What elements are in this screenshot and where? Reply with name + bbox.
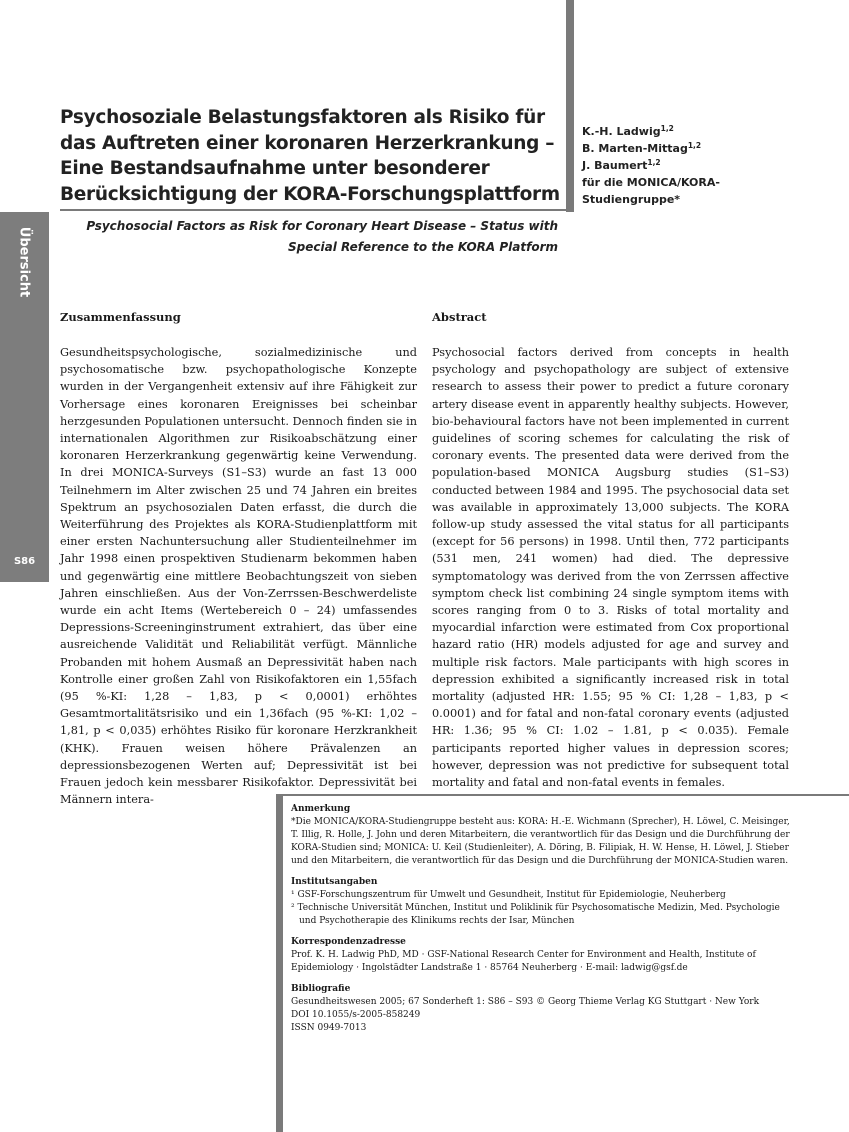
abstract-text: Psychosocial factors derived from concepts in health psychology and psychopathology are subject of extensive research to assess their power to predict a future coronary artery disease event in apparently healthy subjects. However, bio-behavioural factors have not been implemented in current guidelines of scoring schemes for calculating the risk of coronary events. The presented data were derived from the population-based MONICA Augsburg studies (S1–S3) conducted between 1984 and 1995. The psychosocial data set was available in approximately 13,000 subjects. The KORA follow-up study assessed the vital status for all participants (except for 56 persons) in 1998. Until then, 772 participants (531 men, 241 women) had died. The depressive symptomatology was derived from the von Zerrssen affective symptom check list combining 24 single symptom items with scores ranging from 0 to 3. Risks of total mortality and myocardial infarction were estimated from Cox proportional hazard ratio (HR) models adjusted for age and survey and multiple risk factors. Male participants with high scores in depression exhibited a significantly increased risk in total mortality (adjusted HR: 1.55; 95 % CI: 1,28 – 1,83, p < 0.0001) and for fatal and non-fatal coronary events (adjusted HR: 1.36; 95 % CI: 1.02 – 1.81, p < 0.035). Female participants reported higher values in depression scores; however, depression was not predictive for subsequent total mortality and fatal and non-fatal events in females. — [432, 346, 789, 790]
author-block — [582, 123, 837, 208]
study-group: für die MONICA/KORA-Studiengruppe* — [582, 176, 720, 206]
article-title: Psychosoziale Belastungsfaktoren als Risiko für das Auftreten einer koronaren Herzerkrankung – Eine Bestandsaufnahme unter besonderer Berücksichtigung der KORA-Forschungsplattform — [60, 107, 560, 205]
correspondence-heading: Korrespondenzadresse — [291, 937, 406, 947]
bibliography-heading: Bibliografie — [291, 984, 351, 994]
bibliography-line: ISSN 0949-7013 — [291, 1023, 367, 1033]
article-info-box — [276, 794, 849, 1132]
section-label: Übersicht — [16, 226, 32, 298]
institute-section — [291, 876, 791, 928]
header-horizontal-rule — [60, 209, 574, 211]
info-box-content — [291, 803, 791, 1043]
author-name: K.-H. Ladwig — [582, 125, 661, 138]
header-vertical-rule — [566, 0, 574, 212]
page-number: S86 — [13, 556, 36, 567]
anmerkung-text: *Die MONICA/KORA-Studiengruppe besteht aus: KORA: H.-E. Wichmann (Sprecher), H. Löwel, C. Meisinger, T. Illig, R. Holle, J. John und deren Mitarbeitern, die verantwortlich für das Design und die Durchführung der KORA-Studien sind; MONICA: U. Keil (Studienleiter), A. Döring, B. Filipiak, H. W. Hense, H. Löwel, J. Stieber und den Mitarbeitern, die verantwortlich für das Design und die Durchführung der MONICA-Studien waren. — [291, 817, 790, 866]
author-name: B. Marten-Mittag — [582, 142, 688, 155]
author-affiliation: 1,2 — [687, 141, 702, 150]
section-label-wrapper — [0, 212, 49, 312]
institute-item: ² Technische Universität München, Institut und Poliklinik für Psychosomatische Medizin, Med. Psychologie und Psychotherapie des Klinikums rechts der Isar, München — [291, 903, 780, 926]
zusammenfassung-text: Gesundheitspsychologische, sozialmedizinische und psychosomatische bzw. psychopathologische Konzepte wurden in der Vergangenheit extensiv auf ihre Fähigkeit zur Vorhersage eines koronaren Ereignisses bei scheinbar herzgesunden Populationen untersucht. Dennoch finden sie in internationalen Algorithmen zur Risikoabschätzung einer koronaren Herzerkrankung gegenwärtig keine Verwendung. In drei MONICA-Surveys (S1–S3) wurde an fast 13 000 Teilnehmern im Alter zwischen 25 und 74 Jahren ein breites Spektrum an psychosozialen Daten erfasst, die durch die Weiterführung des Projektes als KORA-Studienplattform mit einer ersten Nachuntersuchung aller Studienteilnehmer im Jahr 1998 einen prospektiven Studienarm bekommen haben und gegenwärtig eine mittlere Beobachtungszeit von sieben Jahren einschließen. Aus der Von-Zerrssen-Beschwerdeliste wurde ein acht Items (Wertebereich 0 – 24) umfassendes Depressions-Screeninginstrument extrahiert, das über eine ausreichende Validität und Reliabilität verfügt. Männliche Probanden mit hohem Ausmaß an Depressivität haben nach Kontrolle einer großen Zahl von Risikofaktoren ein 1,55fach (95 %-KI: 1,28 – 1,83, p < 0,0001) erhöhtes Gesamtmortalitätsrisiko und ein 1,36fach (95 %-KI: 1,02 – 1,81, p < 0,035) erhöhtes Risiko für koronare Herzkrankheit (KHK). Frauen weisen höhere Prävalenzen an depressionsbezogenen Werten auf; Depressivität ist bei Frauen jedoch kein messbarer Risikofaktor. Depressivität bei Männern intera- — [60, 346, 417, 807]
bibliography-section — [291, 983, 791, 1035]
bibliography-line: DOI 10.1055/s-2005-858249 — [291, 1010, 421, 1020]
institute-heading: Institutsangaben — [291, 877, 378, 887]
correspondence-section — [291, 936, 791, 975]
author-line — [582, 157, 837, 174]
correspondence-text: Prof. K. H. Ladwig PhD, MD · GSF-National Research Center for Environment and Health, Institute of Epidemiology · Ingolstädter Landstraße 1 · 85764 Neuherberg · E-mail: ladwig@gsf.de — [291, 950, 756, 973]
institute-item: ¹ GSF-Forschungszentrum für Umwelt und Gesundheit, Institut für Epidemiologie, Neuherberg — [291, 890, 726, 900]
author-line — [582, 140, 837, 157]
abstract-heading: Abstract — [432, 310, 487, 324]
info-box-horizontal-rule — [283, 794, 849, 796]
anmerkung-section — [291, 803, 791, 868]
author-affiliation: 1,2 — [660, 124, 674, 133]
bibliography-line: Gesundheitswesen 2005; 67 Sonderheft 1: S86 – S93 © Georg Thieme Verlag KG Stuttgart · New York — [291, 997, 760, 1007]
anmerkung-heading: Anmerkung — [291, 804, 351, 814]
author-affiliation: 1,2 — [647, 158, 661, 167]
english-title: Psychosocial Factors as Risk for Coronary Heart Disease – Status with Special Reference to the KORA Platform — [86, 219, 558, 254]
author-line — [582, 123, 837, 140]
author-name: J. Baumert — [582, 159, 648, 172]
info-box-vertical-rule — [276, 794, 283, 1132]
zusammenfassung-heading: Zusammenfassung — [60, 310, 181, 324]
